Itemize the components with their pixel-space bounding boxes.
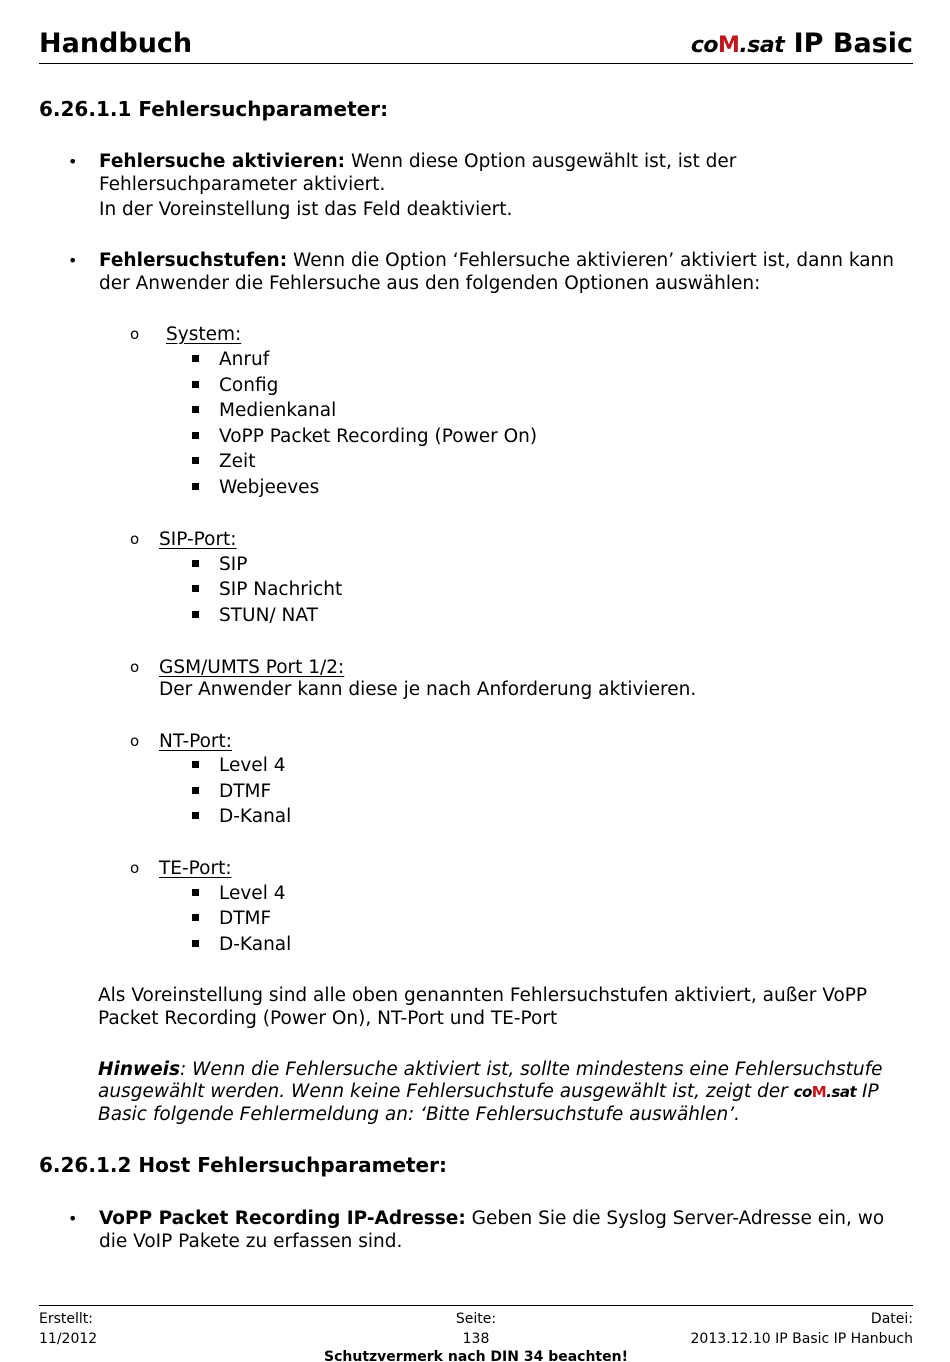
comsat-logo: coM.sat: [690, 33, 785, 58]
square-bullet-icon: [192, 432, 199, 439]
hint-label: Hinweis: [98, 1059, 180, 1080]
default-paragraph: Als Voreinstellung sind alle oben genannten Fehlersuchstufen aktiviert, außer VoPP: [98, 985, 868, 1006]
page-header: [39, 28, 913, 64]
page-footer: [39, 1305, 913, 1362]
item-vopp-packet-recording: [99, 1207, 884, 1230]
list-item: Anruf: [219, 349, 270, 370]
list-item: DTMF: [219, 781, 272, 802]
subsection-te-port: TE-Port:: [159, 858, 232, 879]
subsection-text: Der Anwender kann diese je nach Anforderung aktivieren.: [159, 679, 697, 700]
subsection-gsm-umts-port: GSM/UMTS Port 1/2:: [159, 657, 345, 678]
square-bullet-icon: [192, 761, 199, 768]
item-text: In der Voreinstellung ist das Feld deaktiviert.: [99, 199, 513, 220]
hint-paragraph: Basic folgende Fehlermeldung an: ‘Bitte Fehlersuchstufe auswählen’.: [98, 1104, 741, 1125]
list-item: Zeit: [219, 451, 256, 472]
square-bullet-icon: [192, 381, 199, 388]
footer-created-value: 11/2012: [39, 1331, 98, 1347]
item-label: Fehlersuchstufen:: [99, 250, 288, 271]
circle-bullet-icon: o: [130, 325, 140, 343]
list-item: DTMF: [219, 908, 272, 929]
hint-text: : Wenn die Fehlersuche aktiviert ist, sollte mindestens eine Fehlersuchstufe: [180, 1059, 883, 1080]
item-text: Wenn die Option ‘Fehlersuche aktivieren’ aktiviert ist, dann kann: [287, 250, 894, 271]
subsection-system: System:: [166, 324, 242, 345]
bullet-icon: •: [68, 251, 78, 270]
square-bullet-icon: [192, 940, 199, 947]
circle-bullet-icon: o: [130, 530, 140, 548]
item-label: Fehlersuche aktivieren:: [99, 151, 346, 172]
square-bullet-icon: [192, 611, 199, 618]
hint-text: ausgewählt werden. Wenn keine Fehlersuchstufe ausgewählt ist, zeigt der: [98, 1081, 794, 1102]
footer-page-number: 138: [462, 1331, 490, 1347]
document-title: Handbuch: [39, 28, 193, 59]
square-bullet-icon: [192, 889, 199, 896]
list-item: Level 4: [219, 883, 286, 904]
item-text: der Anwender die Fehlersuche aus den folgenden Optionen auswählen:: [99, 273, 761, 294]
circle-bullet-icon: o: [130, 658, 140, 676]
square-bullet-icon: [192, 406, 199, 413]
list-item: Medienkanal: [219, 400, 337, 421]
footer-file: [691, 1309, 913, 1349]
item-fehlersuchstufen: [99, 249, 894, 272]
square-bullet-icon: [192, 787, 199, 794]
list-item: VoPP Packet Recording (Power On): [219, 426, 538, 447]
list-item: Config: [219, 375, 279, 396]
bullet-icon: •: [68, 152, 78, 171]
list-item: Level 4: [219, 755, 286, 776]
square-bullet-icon: [192, 812, 199, 819]
item-text: Geben Sie die Syslog Server-Adresse ein, wo: [465, 1208, 885, 1229]
section-heading-host-fehlersuchparameter: 6.26.1.2 Host Fehlersuchparameter:: [39, 1153, 447, 1177]
item-label: VoPP Packet Recording IP-Adresse:: [99, 1208, 466, 1229]
square-bullet-icon: [192, 355, 199, 362]
footer-protection-notice: Schutzvermerk nach DIN 34 beachten!: [324, 1349, 628, 1362]
hint-paragraph: [98, 1058, 883, 1081]
item-text: die VoIP Pakete zu erfassen sind.: [99, 1231, 403, 1252]
item-text: Wenn diese Option ausgewählt ist, ist der: [345, 151, 737, 172]
hint-text: IP: [856, 1081, 879, 1102]
default-paragraph: Packet Recording (Power On), NT-Port und TE-Port: [98, 1008, 558, 1029]
footer-file-label: Datei:: [870, 1311, 913, 1327]
list-item: STUN/ NAT: [219, 605, 318, 626]
bullet-icon: •: [68, 1209, 78, 1228]
footer-created-label: Erstellt:: [39, 1311, 93, 1327]
list-item: SIP: [219, 554, 248, 575]
item-text: Fehlersuchparameter aktiviert.: [99, 174, 386, 195]
footer-page-label: Seite:: [455, 1311, 497, 1327]
section-heading-fehlersuchparameter: 6.26.1.1 Fehlersuchparameter:: [39, 97, 389, 121]
circle-bullet-icon: o: [130, 859, 140, 877]
product-name: IP Basic: [793, 28, 913, 59]
square-bullet-icon: [192, 914, 199, 921]
list-item: Webjeeves: [219, 477, 320, 498]
brand: [691, 28, 913, 62]
list-item: SIP Nachricht: [219, 579, 343, 600]
square-bullet-icon: [192, 483, 199, 490]
square-bullet-icon: [192, 457, 199, 464]
list-item: D-Kanal: [219, 934, 292, 955]
circle-bullet-icon: o: [130, 732, 140, 750]
item-fehlersuche-aktivieren: [99, 150, 736, 173]
square-bullet-icon: [192, 585, 199, 592]
subsection-sip-port: SIP-Port:: [159, 529, 237, 550]
footer-file-value: 2013.12.10 IP Basic IP Hanbuch: [690, 1331, 913, 1347]
comsat-logo: coM.sat: [793, 1083, 857, 1101]
list-item: D-Kanal: [219, 806, 292, 827]
square-bullet-icon: [192, 560, 199, 567]
hint-paragraph: [98, 1080, 879, 1104]
subsection-nt-port: NT-Port:: [159, 731, 233, 752]
